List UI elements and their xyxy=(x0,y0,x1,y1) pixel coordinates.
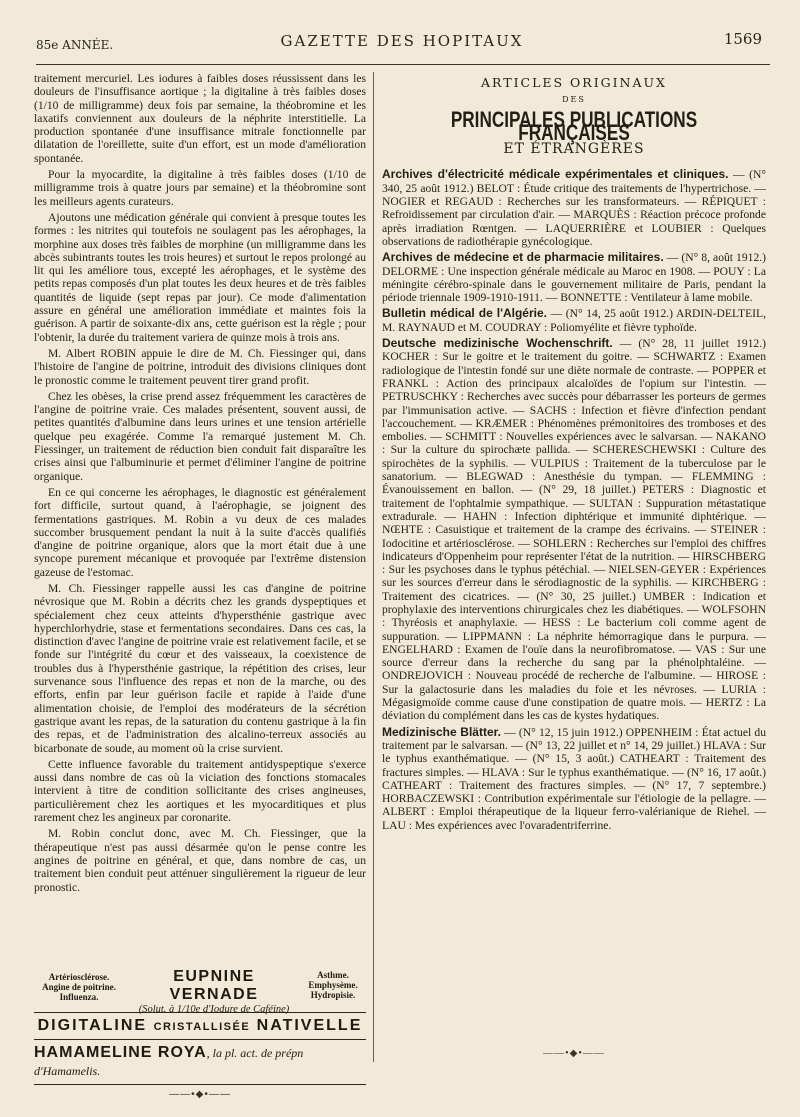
publication-entry xyxy=(382,337,766,723)
indication: Artériosclérose. xyxy=(48,972,110,982)
digitaline-ad xyxy=(34,1015,366,1037)
journal-name: Deutsche medizinische Wochenschrift. xyxy=(382,336,613,351)
right-column xyxy=(382,72,766,835)
digitaline-word: DIGITALINE xyxy=(37,1017,148,1034)
heading-line: ET ÉTRANGÈRES xyxy=(503,141,645,158)
journal-name: Medizinische Blätter. xyxy=(382,724,501,739)
header-rule xyxy=(36,64,770,65)
hamameline-ad xyxy=(34,1042,366,1082)
nativelle-word: NATIVELLE xyxy=(256,1017,363,1034)
publication-entry xyxy=(382,726,766,832)
paragraph: M. Albert ROBIN appuie le dire de M. Ch. Fiessinger qui, dans l'histoire de l'angine de poitrine, introduit des divisions cliniques dont le pronostic comme le traitement peuvent tirer grand profit. xyxy=(34,346,366,387)
paragraph: En ce qui concerne les aérophages, le diagnostic est généralement fort difficile, surtout quand, à l'aérophagie, se joignent des fermentations gastriques. M. Robin a vu deux de ces malades succomber brusquement pendant la nuit à la suite d'accès qualifiés d'angine de poitrine organique, alors que la mort était due à une syncope purement mécanique et provoquée par l'extrême distension gazeuse de l'estomac. xyxy=(34,485,366,579)
paragraph: Pour la myocardite, la digitaline à très faibles doses (1/10 de milligramme trois à quatre jours par semaine) et la théobromine sont les meilleurs agents curateurs. xyxy=(34,168,366,208)
indications-left xyxy=(34,972,124,1002)
heading-line: ARTICLES ORIGINAUX xyxy=(481,75,667,90)
brand-name: EUPNINE VERNADE xyxy=(169,968,259,1003)
hamameline-brand: HAMAMELINE ROYA xyxy=(34,1044,207,1061)
advertisement-block xyxy=(34,968,366,1100)
hamameline-subtitle: , la pl. act. de prépn d'Hamamelis. xyxy=(34,1046,304,1078)
paragraph: Cette influence favorable du traitement antidyspeptique s'exerce aussi dans nombre de cas où la viciation des fonctions stomacales intervient à titre de condition sollicitante des crises angineuses, particulièrement chez les aortiques et les myocarditiques et plus rarement chez les angineux par coronarite. xyxy=(34,757,366,825)
column-divider xyxy=(373,72,374,1062)
paragraph: M. Ch. Fiessinger rappelle aussi les cas d'angine de poitrine névrosique que M. Robin a décrits chez les grands dyspeptiques et spécialement chez ceux atteints d'hypersthénie gastrique avec hyperchlorhydrie, stase et fermentations secondaires. Dans ces cas, la distinction d'avec l'angine de poitrine vraie est relativement facile, et se fonde sur l'intégrité du cœur et des vaisseaux, la coexistence de troubles dus à l'hypersthénie gastrique, la répétition des crises, leur survenance sous l'influence des repas et non de la marche, ou des efforts, enfin par leur guérison facile et rapide à l'aide d'une alimentation choisie, de l'emploi des modérateurs de la sécrétion gastrique avant les repas, de la saturation du contenu gastrique à la fin des repas, et de l'administration des alcalino-terreux associés au bicarbonate de soude, au moment où la crise survient. xyxy=(34,581,366,755)
indication: Influenza. xyxy=(59,992,99,1002)
publication-entry xyxy=(382,168,766,248)
entry-text: — (N° 8, août 1912.) DELORME : Une inspection générale médicale au Maroc en 1908. — POUY : La méningite cérébro-spinale dans le gouvernement militaire de Paris, pendant la période triennale 1909-1910-1911. — BONNETTE : Ventilateur à lame mobile. xyxy=(382,251,767,305)
eupnine-ad xyxy=(34,968,366,1015)
indications-right xyxy=(300,970,366,1000)
section-heading xyxy=(382,76,766,156)
journal-name: Archives d'électricité médicale expérimentales et cliniques. xyxy=(382,167,729,182)
indication: Emphysème. xyxy=(308,980,358,990)
entry-text: — (N° 28, 11 juillet 1912.) KOCHER : Sur le goitre et le traitement du goitre. — SCHWARTZ : Examen radiologique de l'intestin fondé sur une diète normale de contraste. — POPPER et FRANKL : Action des principaux alcaloïdes de l'opium sur l'intestin. — PETRUSCHKY : Recherches avec succès pour débarrasser les porteurs de germes par l'immunisation active. — SACHS : Infection et fièvre d'infection pendant l'accouchement. — KRÆMER : Phénomènes prémonitoires des tromboses et des embolies. — SCHMITT : Nouvelles expériences avec le salvarsan. — NAKANO : Sur la culture du spirochæte pallida. — SCHERESCHEWSKI : Culture des spirochètes de la syphilis. — VULPIUS : Traitement de la tuberculose par le sanatorium. — BLEGWAD : Anesthésie du tympan. — FLEMMING : Évanouissement en ballon. — (N° 29, 18 juillet.) PETERS : Diagnostic et traitement de l'ophtalmie sympathique. — SULTAN : Suppuration métastatique extradurale. — HAHN : Infection diphtérique et immunité diphtérique. — NŒHTE : Casuistique et traitement de la crampe des écrivains. — STEINER : Iodocitine et artériosclérose. — SOHLERN : Recherches sur l'emploi des chiffres indicateurs d'Oppenheim pour représenter l'état de la nutrition. — HIRSCHBERG : Sur les psychoses dans le typhus pétéchial. — NIELSEN-GEYER : Expériences sur les sources d'erreur dans le sérodiagnostic de la syphilis. — KIRCHBERG : Traitement des cicatrices. — (N° 30, 25 juillet.) UMBER : Indication et prophylaxie des interventions chirurgicales chez les diabétiques. — WOLFSOHN : Thyréosis et anaphylaxie. — HESS : Le bacterium coli comme agent de suppuration. — LIPPMANN : La néphrite hémorragique dans le purpura. — ENGELHARD : Examen de l'ouïe dans la neurofibromatose. — VAS : Sur une source d'erreur dans la recherche du sang par la phénolphtaléine. — ONDREJOVICH : Nouveau procédé de recherche de l'albumine. — HIROSE : Sur la galactosurie dans les maladies du foie et les névroses. — LURIA : Mégasigmoïde comme cause d'une constipation de quatre mois. — HERTZ : La déviation du complément dans les cas de kystes hydatiques. xyxy=(382,337,766,723)
eupnine-brand xyxy=(126,968,302,1015)
ornament-left: ——•◆•—— xyxy=(169,1089,231,1100)
ad-divider xyxy=(34,1084,366,1085)
journal-name: Bulletin médical de l'Algérie. xyxy=(382,306,547,321)
cristallisee-word: CRISTALLISÉE xyxy=(153,1021,251,1033)
heading-line: PRINCIPALES PUBLICATIONS FRANÇAISES xyxy=(450,106,698,145)
journal-name: Archives de médecine et de pharmacie militaires. xyxy=(382,250,664,265)
page-number: 1569 xyxy=(723,30,762,48)
brand-subtitle: (Solut. à 1/10e d'Iodure de Caféine) xyxy=(138,1004,290,1015)
heading-line: DES xyxy=(562,95,586,105)
entry-text: — (N° 340, 25 août 1912.) BELOT : Étude critique des traitements de l'hypertrichose. — NOGIER et REGAUD : Recherches sur les transformateurs. — RÉPIQUET : Refroidissement par circulation d'air. — MARQUÈS : Réaction précoce profonde après irradiation Rœntgen. — LAQUERRIÈRE et LOUBIER : Quelques observations de radiothérapie gynécologique. xyxy=(382,168,766,248)
ornament-right: ——•◆•—— xyxy=(543,1048,605,1059)
paragraph: M. Robin conclut donc, avec M. Ch. Fiessinger, que la thérapeutique n'est pas aussi désarmée qu'on le pense contre les angines de poitrine en général, et que, dans nombre de cas, un traitement bien conduit peut atténuer singulièrement la rigueur de leur pronostic. xyxy=(34,827,366,894)
entry-text: — (N° 12, 15 juin 1912.) OPPENHEIM : État actuel du traitement par le salvarsan. — (N° 13, 22 juillet et n° 14, 29 juillet.) HLAVA : Sur le typhus exanthématique. — (N° 15, 3 août.) CATHEART : Traitement des fractures simples. — HLAVA : Sur le typhus exanthématique. — (N° 16, 17 août.) CATHEART : Traitement des fractures simples. — (N° 17, 7 septembre.) HORBACZEWSKI : Contribution expérimentale sur l'étiologie de la pellagre. — ALBERT : Emploi thérapeutique de la liqueur ferro-valérianique de Riehel. — LAU : Mes expériences avec l'ovaradentriferrine. xyxy=(382,725,766,832)
paragraph: Ajoutons une médication générale qui convient à presque toutes les formes : les nitrites qui toutefois ne soulagent pas les aérophages, la morphine aux doses très faibles de morphine (un milligramme dans les abcès subintrants toutes les trois heures) et surtout le repos prolongé au lit qui les améliore tous, excepté les aérophages, et le système des petits repas composés d'un plat toutes les deux heures et de très faibles quantités de liquide (sept repas par jour). Ce mode d'alimentation assure en général une amélioration immédiate et maintes fois la guérison. A partir de soixante-dix ans, cette guérison est la règle ; pour l'obtenir, la durée du traitement variera de quinze mois à trois ans. xyxy=(34,210,366,344)
paragraph: Chez les obèses, la crise prend assez fréquemment les caractères de l'angine de poitrine vraie. Ces malades présentent, souvent aussi, de petites quantités d'albumine dans leurs urines et une tension artérielle quelque peu exagérée. Comme l'a remarqué justement M. Ch. Fiessinger, un traitement de réduction bien conduit fait disparaître les crises ainsi que l'albuminurie et permet d'éliminer l'angine de poitrine organique. xyxy=(34,389,366,483)
journal-title: GAZETTE DES HOPITAUX xyxy=(280,32,524,50)
volume-year: 85e ANNÉE. xyxy=(36,38,114,52)
entry-text: — (N° 14, 25 août 1912.) ARDIN-DELTEIL, M. RAYNAUD et M. COUDRAY : Poliomyélite et fièvre typhoïde. xyxy=(382,307,766,334)
page-header xyxy=(36,28,768,52)
ad-divider xyxy=(34,1039,366,1040)
publication-entry xyxy=(382,307,766,334)
paragraph: traitement mercuriel. Les iodures à faibles doses réussissent dans les douleurs de l'insuffisance aortique ; la digitaline à très faibles doses (1/10 de milligramme) deux fois par semaine, la théobromine et les laxatifs conviennent aux douleurs de la néphrite interstitielle. La production spontanée d'une insuffisance mitrale fonctionnelle par dilatation de l'oreillette, suite d'un effort, est un mode d'amélioration spontanée. xyxy=(34,72,366,165)
indication: Hydropisie. xyxy=(310,990,356,1000)
publication-entry xyxy=(382,251,766,304)
indication: Asthme. xyxy=(317,970,349,980)
indication: Angine de poitrine. xyxy=(42,982,116,992)
left-column xyxy=(34,72,366,897)
